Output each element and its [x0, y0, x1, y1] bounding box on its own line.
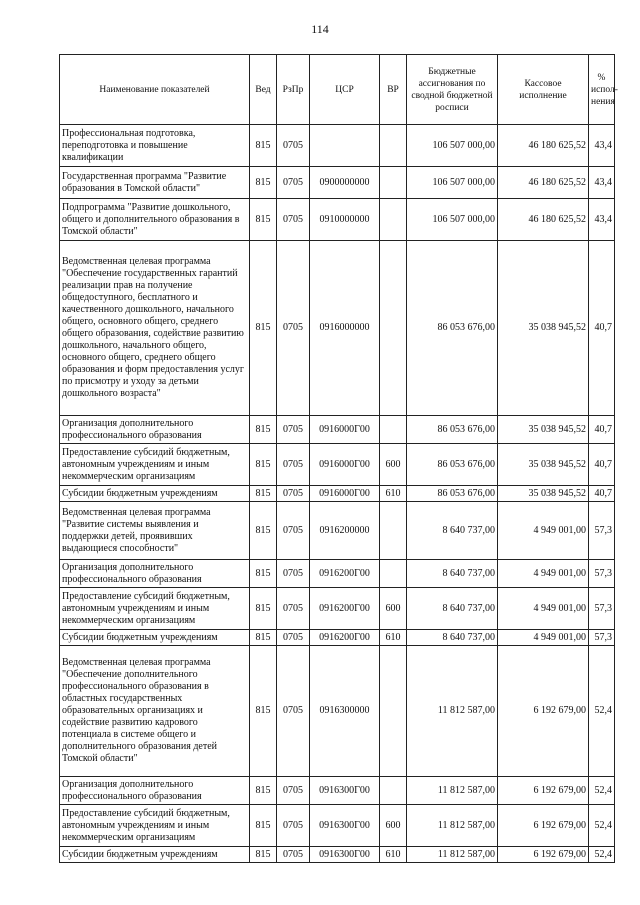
cell-pct: 57,3 — [589, 560, 615, 588]
cell-cash: 6 192 679,00 — [498, 847, 589, 863]
cell-pct: 40,7 — [589, 444, 615, 486]
table-row — [60, 241, 615, 416]
header-name: Наименование показателей — [60, 55, 250, 125]
cell-rzpr: 0705 — [277, 588, 310, 630]
cell-vr: 610 — [380, 486, 407, 502]
cell-pct: 57,3 — [589, 630, 615, 646]
table-header-row — [60, 55, 615, 125]
header-vr: ВР — [380, 55, 407, 125]
cell-vr — [380, 560, 407, 588]
cell-cash: 6 192 679,00 — [498, 805, 589, 847]
cell-ved: 815 — [250, 486, 277, 502]
cell-ved: 815 — [250, 646, 277, 777]
cell-rzpr: 0705 — [277, 125, 310, 167]
cell-csr: 0916200000 — [310, 502, 380, 560]
cell-budget: 11 812 587,00 — [407, 805, 498, 847]
table-row — [60, 805, 615, 847]
cell-vr — [380, 646, 407, 777]
cell-name: Ведомственная целевая программа "Развитие системы выявления и поддержки детей, проявивших выдающиеся способности" — [60, 502, 250, 560]
cell-vr — [380, 199, 407, 241]
cell-rzpr: 0705 — [277, 199, 310, 241]
table-row — [60, 444, 615, 486]
cell-pct: 43,4 — [589, 167, 615, 199]
table-row — [60, 560, 615, 588]
cell-name: Ведомственная целевая программа "Обеспечение государственных гарантий реализации прав на получение общедоступного, бесплатного и качественного дошкольного, начального общего, основного общего, среднего общего образования, содействие развитию дошкольного, начального общего, основного общего, среднего общего образования и форм предоставления услуг по присмотру и уходу за детьми дошкольного возраста" — [60, 241, 250, 416]
header-rzpr: РзПр — [277, 55, 310, 125]
cell-ved: 815 — [250, 847, 277, 863]
cell-ved: 815 — [250, 416, 277, 444]
header-cash: Кассовое исполнение — [498, 55, 589, 125]
cell-name: Субсидии бюджетным учреждениям — [60, 486, 250, 502]
cell-name: Организация дополнительного профессионального образования — [60, 416, 250, 444]
cell-budget: 8 640 737,00 — [407, 588, 498, 630]
cell-vr: 610 — [380, 630, 407, 646]
header-budget: Бюджетные ассигнования по сводной бюджетной росписи — [407, 55, 498, 125]
cell-vr — [380, 125, 407, 167]
cell-pct: 52,4 — [589, 847, 615, 863]
cell-vr — [380, 777, 407, 805]
table-row — [60, 588, 615, 630]
cell-name: Организация дополнительного профессионального образования — [60, 777, 250, 805]
table-row — [60, 167, 615, 199]
cell-csr: 0916300Г00 — [310, 847, 380, 863]
cell-csr: 0916300000 — [310, 646, 380, 777]
header-ved: Вед — [250, 55, 277, 125]
cell-name: Профессиональная подготовка, переподготовка и повышение квалификации — [60, 125, 250, 167]
cell-rzpr: 0705 — [277, 560, 310, 588]
cell-budget: 86 053 676,00 — [407, 241, 498, 416]
cell-csr: 0916000000 — [310, 241, 380, 416]
cell-csr: 0916000Г00 — [310, 444, 380, 486]
cell-pct: 57,3 — [589, 588, 615, 630]
cell-ved: 815 — [250, 630, 277, 646]
cell-pct: 52,4 — [589, 646, 615, 777]
cell-name: Предоставление субсидий бюджетным, автономным учреждениям и иным некоммерческим организациям — [60, 805, 250, 847]
cell-cash: 4 949 001,00 — [498, 588, 589, 630]
cell-csr: 0910000000 — [310, 199, 380, 241]
cell-vr — [380, 167, 407, 199]
table-row — [60, 502, 615, 560]
cell-vr: 600 — [380, 444, 407, 486]
cell-ved: 815 — [250, 199, 277, 241]
cell-name: Предоставление субсидий бюджетным, автономным учреждениям и иным некоммерческим организациям — [60, 444, 250, 486]
cell-csr: 0916200Г00 — [310, 560, 380, 588]
cell-rzpr: 0705 — [277, 646, 310, 777]
table-row — [60, 416, 615, 444]
cell-cash: 6 192 679,00 — [498, 646, 589, 777]
table-row — [60, 125, 615, 167]
cell-rzpr: 0705 — [277, 630, 310, 646]
cell-budget: 8 640 737,00 — [407, 560, 498, 588]
page-number: 114 — [311, 22, 329, 36]
cell-vr — [380, 502, 407, 560]
header-csr: ЦСР — [310, 55, 380, 125]
cell-budget: 8 640 737,00 — [407, 630, 498, 646]
cell-budget: 106 507 000,00 — [407, 125, 498, 167]
cell-csr: 0916200Г00 — [310, 630, 380, 646]
cell-name: Субсидии бюджетным учреждениям — [60, 847, 250, 863]
cell-name: Ведомственная целевая программа "Обеспечение дополнительного профессионального образования в областных государственных образовательных организациях и содействие развитию кадрового потенциала в системе общего и дополнительного образования детей Томской области" — [60, 646, 250, 777]
cell-pct: 43,4 — [589, 199, 615, 241]
cell-rzpr: 0705 — [277, 241, 310, 416]
cell-cash: 46 180 625,52 — [498, 125, 589, 167]
cell-rzpr: 0705 — [277, 805, 310, 847]
cell-ved: 815 — [250, 125, 277, 167]
cell-csr: 0900000000 — [310, 167, 380, 199]
table-row — [60, 777, 615, 805]
table-body — [60, 125, 615, 863]
cell-csr — [310, 125, 380, 167]
header-pct: % испол-нения — [589, 55, 615, 125]
cell-name: Государственная программа "Развитие образования в Томской области" — [60, 167, 250, 199]
cell-rzpr: 0705 — [277, 416, 310, 444]
cell-pct: 43,4 — [589, 125, 615, 167]
cell-budget: 86 053 676,00 — [407, 416, 498, 444]
cell-vr — [380, 416, 407, 444]
cell-csr: 0916300Г00 — [310, 777, 380, 805]
cell-vr: 600 — [380, 588, 407, 630]
cell-pct: 52,4 — [589, 777, 615, 805]
cell-vr — [380, 241, 407, 416]
cell-budget: 86 053 676,00 — [407, 444, 498, 486]
cell-ved: 815 — [250, 167, 277, 199]
cell-rzpr: 0705 — [277, 444, 310, 486]
cell-rzpr: 0705 — [277, 777, 310, 805]
cell-budget: 86 053 676,00 — [407, 486, 498, 502]
cell-cash: 35 038 945,52 — [498, 486, 589, 502]
cell-csr: 0916000Г00 — [310, 416, 380, 444]
cell-cash: 4 949 001,00 — [498, 630, 589, 646]
cell-rzpr: 0705 — [277, 847, 310, 863]
cell-vr: 610 — [380, 847, 407, 863]
cell-cash: 46 180 625,52 — [498, 199, 589, 241]
cell-csr: 0916300Г00 — [310, 805, 380, 847]
cell-name: Подпрограмма "Развитие дошкольного, общего и дополнительного образования в Томской области" — [60, 199, 250, 241]
cell-name: Организация дополнительного профессионального образования — [60, 560, 250, 588]
table-row — [60, 630, 615, 646]
table-row — [60, 486, 615, 502]
table-row — [60, 847, 615, 863]
cell-name: Субсидии бюджетным учреждениям — [60, 630, 250, 646]
cell-budget: 106 507 000,00 — [407, 167, 498, 199]
cell-cash: 35 038 945,52 — [498, 444, 589, 486]
cell-rzpr: 0705 — [277, 167, 310, 199]
table-row — [60, 199, 615, 241]
cell-budget: 11 812 587,00 — [407, 646, 498, 777]
cell-vr: 600 — [380, 805, 407, 847]
cell-cash: 6 192 679,00 — [498, 777, 589, 805]
cell-ved: 815 — [250, 777, 277, 805]
cell-csr: 0916200Г00 — [310, 588, 380, 630]
cell-pct: 40,7 — [589, 416, 615, 444]
cell-ved: 815 — [250, 805, 277, 847]
cell-cash: 46 180 625,52 — [498, 167, 589, 199]
cell-pct: 40,7 — [589, 241, 615, 416]
cell-rzpr: 0705 — [277, 486, 310, 502]
cell-cash: 35 038 945,52 — [498, 241, 589, 416]
budget-execution-table — [59, 54, 618, 863]
cell-budget: 11 812 587,00 — [407, 847, 498, 863]
cell-ved: 815 — [250, 588, 277, 630]
cell-ved: 815 — [250, 560, 277, 588]
cell-budget: 11 812 587,00 — [407, 777, 498, 805]
cell-csr: 0916000Г00 — [310, 486, 380, 502]
cell-cash: 4 949 001,00 — [498, 560, 589, 588]
cell-ved: 815 — [250, 444, 277, 486]
cell-ved: 815 — [250, 502, 277, 560]
cell-budget: 8 640 737,00 — [407, 502, 498, 560]
cell-rzpr: 0705 — [277, 502, 310, 560]
cell-name: Предоставление субсидий бюджетным, автономным учреждениям и иным некоммерческим организациям — [60, 588, 250, 630]
cell-budget: 106 507 000,00 — [407, 199, 498, 241]
cell-pct: 57,3 — [589, 502, 615, 560]
table-row — [60, 646, 615, 777]
cell-pct: 40,7 — [589, 486, 615, 502]
cell-ved: 815 — [250, 241, 277, 416]
cell-cash: 4 949 001,00 — [498, 502, 589, 560]
cell-pct: 52,4 — [589, 805, 615, 847]
cell-cash: 35 038 945,52 — [498, 416, 589, 444]
